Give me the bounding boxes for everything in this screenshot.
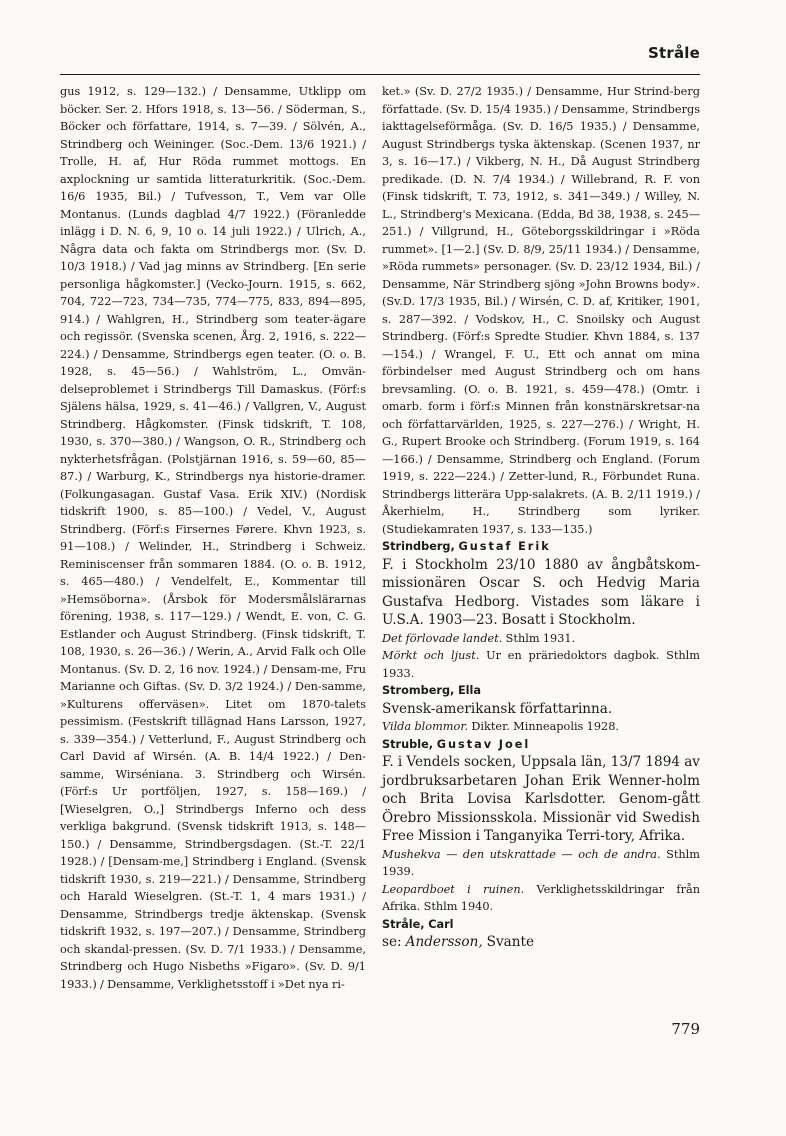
see-target-rest: Svante [482, 934, 535, 950]
work-title: Leopardboet i ruinen. [382, 882, 525, 896]
entry-surname: Struble, [382, 737, 434, 751]
entry-stromberg [382, 682, 700, 736]
work-details: Ur en präriedoktors dagbok. Sthlm 1933. [382, 649, 700, 680]
entry-heading: Stromberg, Ella [382, 684, 482, 697]
entry-heading [382, 538, 700, 556]
work-details: Sthlm 1939. [382, 847, 700, 878]
work-title: Det förlovade landet. [382, 631, 503, 645]
right-column-intro: ket.» (Sv. D. 27/2 1935.) / Densamme, Hur Strind-berg författade. (Sv. D. 15/4 1935.) / Densamme, Strindbergs iakttagelseförmåga. (Sv. D. 16/5 1935.) / Densamme, August Strindbergs tyska äktenskap. (Scenen 1937, nr 3, s. 16—17.) / Vikberg, N. H., Då August Strindberg predikade. (D. N. 7/4 1934.) / Willebrand, R. F. von (Finsk tidskrift, T. 73, 1912, s. 341—349.) / Willey, N. L., Strindberg's Mexicana. (Edda, Bd 38, 1938, s. 245—251.) / Villgrund, H., Göteborgsskildringar i »Röda rummet». [1—2.] (Sv. D. 8/9, 25/11 1934.) / Densamme, »Röda rummets» personager. (Sv. D. 23/12 1934, Bil.) / Densamme, När Strindberg sjöng »John Browns body». (Sv.D. 17/3 1935, Bil.) / Wirsén, C. D. af, Kritiker, 1901, s. 287—392. / Vodskov, H., C. Snoilsky och August Strindberg. (Förf:s Spredte Studier. Khvn 1884, s. 137—154.) / Wrangel, F. U., Ett och annat om mina förbindelser med August Strindberg och om hans brevsamling. (O. o. B. 1921, s. 459—478.) (Omtr. i omarb. form i förf:s Minnen från konstnärskretsar-na och författarvärlden, 1925, s. 227—276.) / Wright, H. G., Rupert Brooke och Strindberg. (Forum 1919, s. 164—166.) / Densamme, Strindberg och England. (Forum 1919, s. 222—224.) / Zetter-lund, R., Förbundet Runa. Strindbergs litterära Upp-salakrets. (A. B. 2/11 1919.) / Åkerhielm, H., Strindberg som lyriker. (Studiekamraten 1937, s. 133—135.) [382, 85, 701, 536]
entry-struble [382, 736, 700, 916]
entry-work [382, 647, 700, 682]
header-rule [60, 74, 700, 75]
work-title: Mörkt och ljust. [382, 649, 480, 662]
entry-work [382, 718, 700, 736]
page-number: 779 [671, 1020, 700, 1038]
see-target: Andersson, [405, 934, 483, 950]
cross-reference [382, 933, 700, 952]
entry-given-names: Gustav Joel [436, 737, 531, 751]
work-title: Vilda blommor. [382, 720, 469, 733]
entry-surname: Strindberg, [382, 540, 455, 553]
entry-heading: Stråle, Carl [382, 917, 454, 931]
entry-bio: Svensk-amerikansk författarinna. [382, 700, 613, 717]
entry-work [382, 881, 700, 916]
left-column-text: gus 1912, s. 129—132.) / Densamme, Utklipp om böcker. Ser. 2. Hfors 1918, s. 13—56. / Söderman, S., Böcker och författare, 1914, s. 7—39. / Sölvén, A., Strindberg och Weininger. (Soc.-Dem. 13/6 1921.) / Trolle, H. af, Hur Röda rummet mottogs. En axplockning ur samtida litteraturkritik. (Soc.-Dem. 16/6 1935, Bil.) / Tufvesson, T., Vem var Olle Montanus. (Lunds dagblad 4/7 1922.) (Föranledde inlägg i D. N. 6, 9, 10 o. 14 juli 1922.) / Ulrich, A., Några data och fakta om Strindbergs mor. (Sv. D. 10/3 1918.) / Vad jag minns av Strindberg. [En serie personliga hågkomster.] (Vecko-Journ. 1915, s. 662, 704, 722—723, 734—735, 774—775, 833, 894—895, 914.) / Wahlgren, H., Strindberg som teater-ägare och regissör. (Svenska scenen, Årg. 2, 1916, s. 222—224.) / Densamme, Strindbergs egen teater. (O. o. B. 1928, s. 45—56.) / Wahlström, L., Omvän-delseproblemet i Strindbergs Till Damaskus. (Förf:s Själens hälsa, 1929, s. 41—46.) / Vallgren, V., August Strindberg. Hågkomster. (Finsk tidskrift, T. 108, 1930, s. 370—380.) / Wangson, O. R., Strindberg och nykterhetsfrågan. (Polstjärnan 1916, s. 59—60, 85—87.) / Warburg, K., Strindbergs nya historie-dramer. (Folkungasagan. Gustaf Vasa. Erik XIV.) (Nordisk tidskrift 1900, s. 85—100.) / Vedel, V., August Strindberg. (Förf:s Firsernes Førere. Khvn 1923, s. 91—108.) / Welinder, H., Strindberg i Schweiz. Reminiscenser från sommaren 1884. (O. o. B. 1912, s. 465—480.) / Vendelfelt, E., Kommentar till »Hemsöborna». (Årsbok för Modersmålslärarnas förening, 1938, s. 117—129.) / Wendt, E. von, C. G. Estlander och August Strindberg. (Finsk tidskrift, T. 108, 1930, s. 26—36.) / Werin, A., Arvid Falk och Olle Montanus. (Sv. D. 2, 16 nov. 1924.) / Densam-me, Fru Marianne och Giftas. (Sv. D. 3/2 1924.) / Den-samme, »Kulturens offerväsen». Litet om 1870-talets pessimism. (Festskrift tillägnad Hans Larsson, 1927, s. 339—354.) / Vetterlund, F., August Strindberg och Carl David af Wirsén. (A. B. 14/4 1922.) / Den-samme, Wirséniana. 3. Strindberg och Wirsén. (Förf:s Ur portföljen, 1927, s. 158—169.) / [Wieselgren, O.,] Strindbergs Inferno och dess verkliga bakgrund. (Svensk tidskrift 1913, s. 148—150.) / Densamme, Strindbergsdagen. (St.-T. 22/1 1928.) / [Densam-me,] Strindberg i England. (Svensk tidskrift 1930, s. 219—221.) / Densamme, Strindberg och Harald Wieselgren. (St.-T. 1, 4 mars 1931.) / Densamme, Strindbergs tredje äktenskap. (Svensk tidskrift 1932, s. 197—207.) / Densamme, Strindberg och skandal-pressen. (Sv. D. 7/1 1933.) / Densamme, Strindberg och Hugo Nisbeths »Figaro». (Sv. D. 9/1 1933.) / Densamme, Verklighetsstoff i »Det nya ri- [60, 85, 366, 991]
entry-strale [382, 916, 700, 953]
work-details: Verklighetsskildringar från Afrika. Sthlm 1940. [382, 882, 700, 913]
entry-given-names: Gustaf Erik [458, 540, 551, 553]
entry-work [382, 846, 700, 881]
work-details: Sthlm 1931. [502, 631, 576, 645]
running-head: Stråle [647, 44, 700, 62]
entry-heading [382, 736, 700, 754]
right-column [382, 83, 700, 952]
entry-strindberg [382, 538, 700, 682]
entry-work [382, 630, 700, 648]
work-title: Mushekva — den utskrattade — och de andra. [382, 847, 661, 861]
left-column [60, 83, 366, 993]
entry-bio: F. i Stockholm 23/10 1880 av ångbåtskom-missionären Oscar S. och Hedvig Maria Gustafva Hedborg. Vistades som läkare i U.S.A. 1903—23. Bosatt i Stockholm. [382, 556, 700, 628]
see-label: se: [382, 934, 406, 950]
entry-bio: F. i Vendels socken, Uppsala län, 13/7 1894 av jordbruksarbetaren Johan Erik Wenner-holm och Brita Lovisa Karlsdotter. Genom-gått Örebro Missionsskola. Missionär vid Swedish Free Mission i Tanganyika Terri-tory, Afrika. [382, 754, 700, 844]
work-details: Dikter. Minneapolis 1928. [468, 720, 619, 733]
